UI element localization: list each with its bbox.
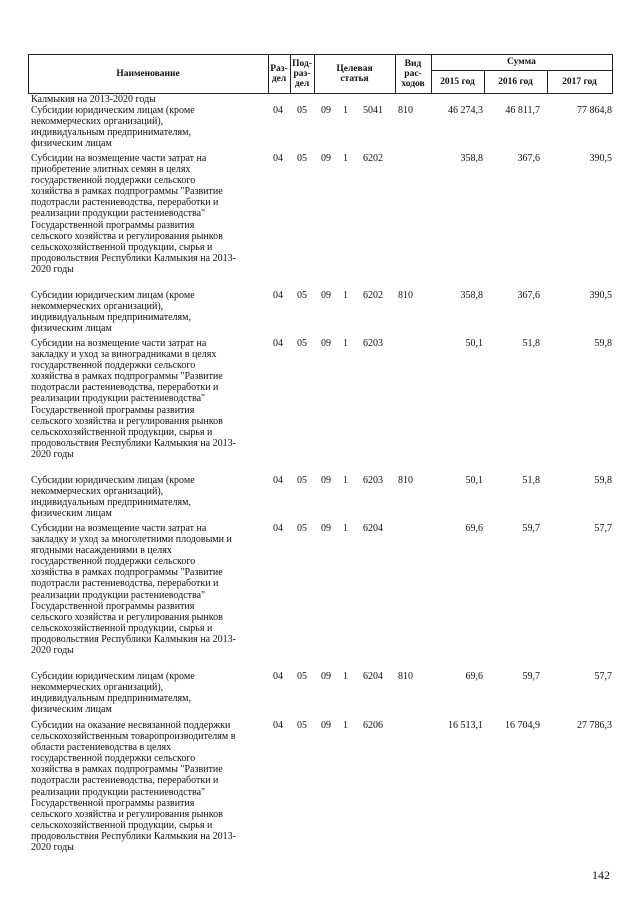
row-value-2016: 51,8	[522, 338, 540, 349]
row-name: Субсидии на оказание несвязанной поддержки сельскохозяйственным товаропроизводителям в области растениеводства в целях государственной поддержки сельского хозяйства в рамках подпрограммы "Развитие подотрасли растениеводства, переработки и реализации продукции растениеводства" Государственной программы развития сельского хозяйства и регулирования рынков сельскохозяйственной продукции, сырья и продовольствия Республики Калмыкия на 2013- 2020 годы	[31, 720, 236, 854]
row-target-subprogram: 1	[343, 153, 348, 164]
row-name: Субсидии на возмещение части затрат на закладку и уход за виноградниками в целях государственной поддержки сельского хозяйства в рамках подпрограммы "Развитие подотрасли растениеводства, переработки и реализации продукции растениеводства" Государственной программы развития сельского хозяйства и регулирования рынков сельскохозяйственной продукции, сырья и продовольствия Республики Калмыкия на 2013- 2020 годы	[31, 338, 236, 460]
row-target-code: 6204	[363, 523, 383, 534]
row-value-2017: 57,7	[594, 523, 612, 534]
row-value-2017: 59,8	[594, 475, 612, 486]
row-razdel: 04	[273, 338, 283, 349]
row-name: Субсидии юридическим лицам (кроме некоммерческих организаций), индивидуальным предпринимателям, физическим лицам	[31, 105, 195, 150]
row-name: Субсидии на возмещение части затрат на закладку и уход за многолетними плодовыми и ягодными насаждениями в целях государственной поддержки сельского хозяйства в рамках подпрограммы "Развитие подотрасли растениеводства, переработки и реализации продукции растениеводства" Государственной программы развития сельского хозяйства и регулирования рынков сельскохозяйственной продукции, сырья и продовольствия Республики Калмыкия на 2013- 2020 годы	[31, 523, 236, 657]
row-expense-type: 810	[398, 671, 413, 682]
row-razdel: 04	[273, 105, 283, 116]
row-target-program: 09	[321, 153, 331, 164]
header-podrazdel: Под- раз- дел	[292, 59, 312, 89]
row-value-2015: 358,8	[460, 153, 483, 164]
row-podrazdel: 05	[297, 475, 307, 486]
row-target-subprogram: 1	[343, 475, 348, 486]
row-target-program: 09	[321, 523, 331, 534]
row-value-2017: 390,5	[589, 290, 612, 301]
row-name: Субсидии на возмещение части затрат на приобретение элитных семян в целях государственной поддержки сельского хозяйства в рамках подпрограммы "Развитие подотрасли растениеводства, переработки и реализации продукции растениеводства" Государственной программы развития сельского хозяйства и регулирования рынков сельскохозяйственной продукции, сырья и продовольствия Республики Калмыкия на 2013- 2020 годы	[31, 153, 236, 275]
row-target-code: 6202	[363, 290, 383, 301]
row-razdel: 04	[273, 720, 283, 731]
row-value-2015: 358,8	[460, 290, 483, 301]
row-name: Субсидии юридическим лицам (кроме некоммерческих организаций), индивидуальным предпринимателям, физическим лицам	[31, 290, 195, 335]
header-sum: Сумма	[507, 57, 536, 67]
row-name: Субсидии юридическим лицам (кроме некоммерческих организаций), индивидуальным предпринимателям, физическим лицам	[31, 475, 195, 520]
row-razdel: 04	[273, 290, 283, 301]
row-value-2015: 69,6	[465, 523, 483, 534]
row-podrazdel: 05	[297, 523, 307, 534]
row-razdel: 04	[273, 523, 283, 534]
row-value-2015: 16 513,1	[448, 720, 483, 731]
header-2017: 2017 год	[562, 76, 597, 87]
row-target-code: 6203	[363, 475, 383, 486]
row-podrazdel: 05	[297, 153, 307, 164]
header-name: Наименование	[116, 69, 180, 79]
row-expense-type: 810	[398, 290, 413, 301]
row-value-2017: 59,8	[594, 338, 612, 349]
row-value-2016: 367,6	[517, 290, 540, 301]
row-podrazdel: 05	[297, 720, 307, 731]
row-target-program: 09	[321, 105, 331, 116]
row-target-program: 09	[321, 290, 331, 301]
header-vid: Вид рас- ходов	[401, 59, 425, 89]
row-target-program: 09	[321, 671, 331, 682]
row-value-2015: 69,6	[465, 671, 483, 682]
row-value-2015: 46 274,3	[448, 105, 483, 116]
page-number: 142	[592, 868, 610, 882]
row-target-subprogram: 1	[343, 105, 348, 116]
row-value-2015: 50,1	[465, 475, 483, 486]
row-target-code: 6202	[363, 153, 383, 164]
row-target-program: 09	[321, 475, 331, 486]
row-target-subprogram: 1	[343, 338, 348, 349]
row-podrazdel: 05	[297, 290, 307, 301]
row-value-2016: 367,6	[517, 153, 540, 164]
row-razdel: 04	[273, 475, 283, 486]
row-target-code: 6206	[363, 720, 383, 731]
row-value-2016: 59,7	[522, 671, 540, 682]
row-razdel: 04	[273, 153, 283, 164]
header-razdel: Раз- дел	[270, 64, 288, 84]
row-target-code: 5041	[363, 105, 383, 116]
row-target-code: 6203	[363, 338, 383, 349]
header-2015: 2015 год	[440, 76, 475, 87]
row-razdel: 04	[273, 671, 283, 682]
row-podrazdel: 05	[297, 105, 307, 116]
row-target-program: 09	[321, 338, 331, 349]
row-value-2016: 51,8	[522, 475, 540, 486]
row-expense-type: 810	[398, 105, 413, 116]
row-value-2017: 57,7	[594, 671, 612, 682]
header-2016: 2016 год	[498, 76, 533, 87]
row-value-2016: 46 811,7	[505, 105, 540, 116]
row-value-2017: 77 864,8	[577, 105, 612, 116]
header-target: Целевая статья	[336, 64, 373, 84]
row-podrazdel: 05	[297, 338, 307, 349]
row-target-subprogram: 1	[343, 720, 348, 731]
row-name: Субсидии юридическим лицам (кроме некоммерческих организаций), индивидуальным предпринимателям, физическим лицам	[31, 671, 195, 716]
row-target-subprogram: 1	[343, 523, 348, 534]
row-value-2017: 390,5	[589, 153, 612, 164]
row-value-2016: 16 704,9	[505, 720, 540, 731]
row-name: Калмыкия на 2013-2020 годы	[31, 94, 156, 105]
row-value-2015: 50,1	[465, 338, 483, 349]
row-target-subprogram: 1	[343, 290, 348, 301]
row-value-2017: 27 786,3	[577, 720, 612, 731]
row-target-code: 6204	[363, 671, 383, 682]
row-podrazdel: 05	[297, 671, 307, 682]
row-target-program: 09	[321, 720, 331, 731]
row-expense-type: 810	[398, 475, 413, 486]
row-target-subprogram: 1	[343, 671, 348, 682]
row-value-2016: 59,7	[522, 523, 540, 534]
table-header	[28, 54, 613, 94]
